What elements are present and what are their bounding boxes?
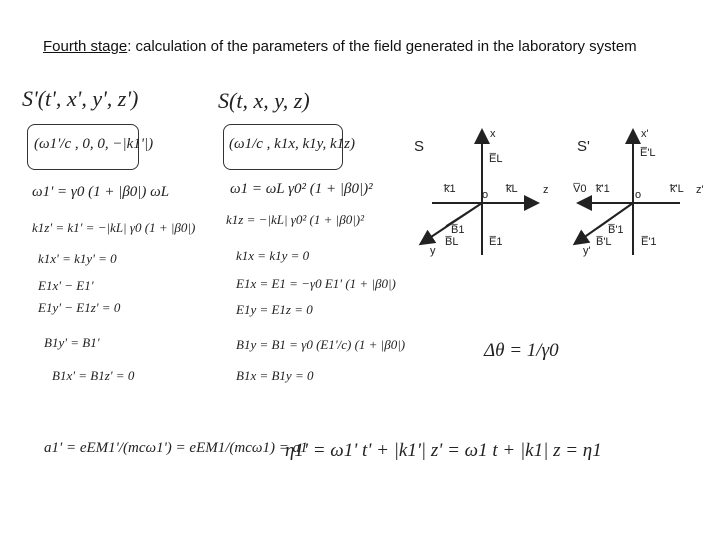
sp-e-bottom-label: E̅'1 <box>641 236 657 248</box>
phase-invariant-formula: η1' = ω1' t' + |k1'| z' = ω1 t + |k1| z = η1 <box>285 440 602 461</box>
right-k1z-eq: k1z = −|kL| γ0² (1 + |β0|)² <box>226 212 364 227</box>
sp-k-left-label: k̅'1 <box>596 183 610 195</box>
sp-x-label: x' <box>641 128 649 140</box>
sp-b-low-label: B̅'L <box>596 236 612 248</box>
left-b1y-eq: B1y' = B1' <box>44 335 100 350</box>
left-omega-eq: ω1' = γ0 (1 + |β0|) ωL <box>32 184 170 200</box>
s-b-low-label: B̅L <box>445 236 459 248</box>
right-b1y-eq: B1y = B1 = γ0 (E1'/c) (1 + |β0|) <box>236 337 406 352</box>
angle-formula: Δθ = 1/γ0 <box>484 340 559 361</box>
s-e-top-label: E̅L <box>489 153 503 165</box>
sp-frame-label: S' <box>577 138 590 155</box>
sp-origin-label: o <box>635 189 642 201</box>
s-k-right-label: k̅L <box>506 183 518 195</box>
sp-b-up-label: B̅'1 <box>608 224 624 236</box>
right-e1x-eq: E1x = E1 = −γ0 E1' (1 + |β0|) <box>236 276 396 291</box>
left-k1z-eq: k1z' = k1' = −|kL| γ0 (1 + |β0|) <box>32 220 196 235</box>
sp-e-top-label: E̅'L <box>640 147 656 159</box>
title-rest: : calculation of the parameters of the field generated in the laboratory system <box>127 38 637 55</box>
right-frame-header: S(t, x, y, z) <box>218 88 310 113</box>
s-b-vector <box>446 203 482 226</box>
left-b1x-eq: B1x' = B1z' = 0 <box>52 368 135 383</box>
right-wavevector: (ω1/c , k1x, k1y, k1z) <box>229 136 355 152</box>
amplitude-invariant-formula: a1' = eEM1'/(mcω1') = eEM1/(mcω1) = a1 <box>44 440 308 456</box>
sp-v-left-label: V̅0 <box>573 183 587 195</box>
left-frame-header: S'(t', x', y', z') <box>22 86 139 111</box>
s-frame-label: S <box>414 138 425 155</box>
s-origin-label: o <box>482 189 489 201</box>
left-wavevector: (ω1'/c , 0, 0, −|k1'|) <box>34 136 154 152</box>
s-b-up-label: B̅1 <box>451 224 465 236</box>
sp-y-label: y' <box>583 245 591 257</box>
diagram-sprime <box>576 132 680 255</box>
s-z-label: z <box>543 184 549 196</box>
s-x-label: x <box>490 128 496 140</box>
s-y-label: y <box>430 245 436 257</box>
s-e-bottom-label: E̅1 <box>489 236 503 248</box>
right-b1x-eq: B1x = B1y = 0 <box>236 368 314 383</box>
left-e1x-eq: E1x' − E1' <box>38 278 94 293</box>
s-k-left-label: k̅1 <box>444 183 456 195</box>
title-underlined: Fourth stage <box>43 38 128 55</box>
right-k1x-eq: k1x = k1y = 0 <box>236 248 310 263</box>
right-e1y-eq: E1y = E1z = 0 <box>236 302 313 317</box>
sp-z-label: z' <box>696 184 704 196</box>
right-omega-eq: ω1 = ωL γ0² (1 + |β0|)² <box>230 181 373 197</box>
sp-k-right-label: k̅'L <box>670 183 684 195</box>
diagram-s <box>422 132 536 255</box>
left-k1x-eq: k1x' = k1y' = 0 <box>38 251 117 266</box>
left-e1y-eq: E1y' − E1z' = 0 <box>38 300 121 315</box>
